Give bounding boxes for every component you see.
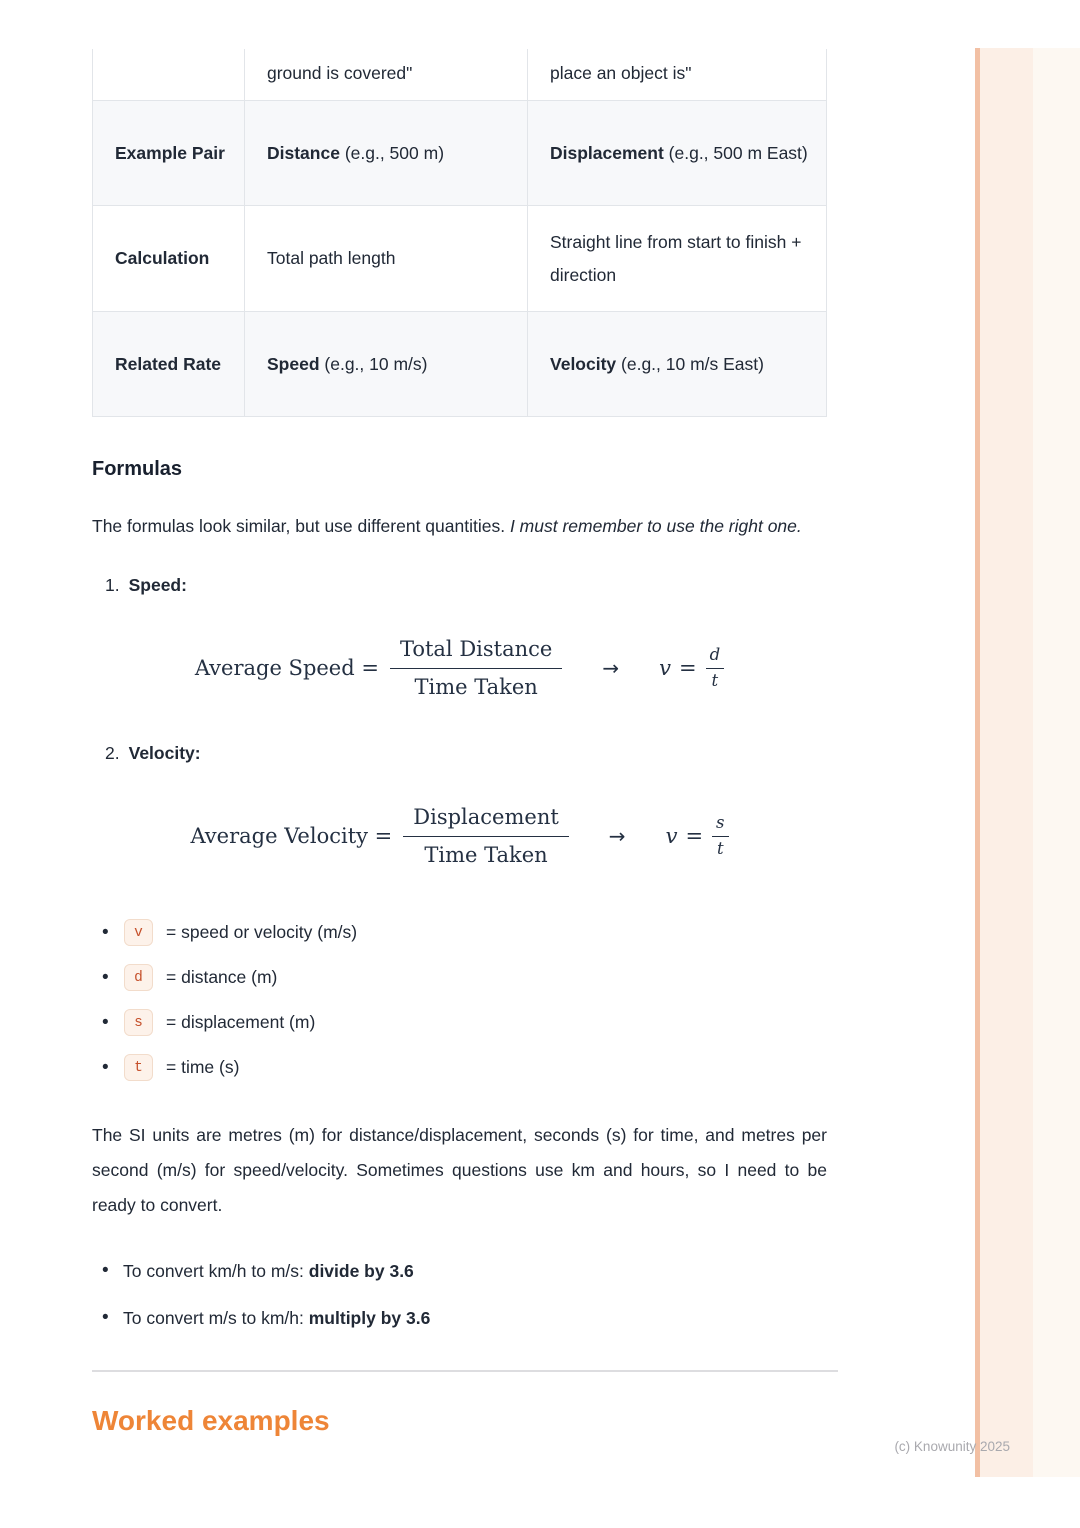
table-cell-term [93, 312, 244, 416]
conversion-text [123, 1305, 430, 1331]
table-cell-displacement [527, 101, 826, 205]
list-item-speed [92, 575, 827, 596]
conversion-text [123, 1258, 414, 1284]
cell-rest-text: (e.g., 500 m East) [663, 142, 808, 163]
page-edge-strip-faint [1033, 48, 1080, 1477]
si-units-paragraph: The SI units are metres (m) for distance/displacement, seconds (s) for time, and metres per second (m/s) for speed/velocity. Sometimes questions use km and hours, so I need to be ready to convert. [92, 1125, 827, 1215]
formulas-heading: Formulas [92, 458, 183, 480]
cell-text [267, 137, 509, 170]
velocity-formula [92, 792, 827, 880]
cell-text: Related Rate [115, 353, 222, 374]
cell-bold-text: Velocity [550, 353, 617, 374]
symbol-meaning: = distance (m) [166, 967, 278, 987]
conversion-bold-text: multiply by 3.6 [308, 1308, 431, 1328]
fraction-numerator: Total Distance [390, 636, 562, 668]
list-item-convert-kmh [92, 1258, 827, 1284]
cell-rest-text: Total path length [267, 248, 396, 268]
list-item [92, 955, 827, 1000]
bullet-icon: • [102, 1307, 109, 1328]
cell-rest-text: (e.g., 10 m/s East) [616, 353, 764, 374]
conversion-normal-text: To convert km/h to m/s: [123, 1261, 309, 1281]
table-cell-term [93, 206, 244, 311]
table-cell-term [93, 49, 244, 100]
cell-text: Calculation [115, 248, 210, 268]
symbol-meaning: = speed or velocity (m/s) [166, 922, 358, 942]
cell-text [550, 348, 808, 381]
fraction-numerator: s [712, 814, 728, 837]
copyright-notice: (c) Knowunity 2025 [894, 1439, 1010, 1454]
table-row-example-pair [93, 100, 826, 205]
bullet-icon: • [102, 921, 109, 943]
cell-text [550, 226, 808, 292]
list-item-velocity [92, 743, 827, 764]
table-row-clipped [93, 49, 826, 100]
fraction-denominator: t [716, 838, 724, 858]
cell-rest-text: Straight line from start to finish + direction [550, 231, 802, 285]
formula-small-fraction [706, 646, 725, 691]
fraction-numerator: d [706, 646, 725, 669]
cell-text [267, 242, 509, 275]
list-item-convert-ms [92, 1305, 827, 1331]
symbol-chip-v: v [124, 919, 153, 946]
worked-examples-heading: Worked examples [92, 1404, 330, 1436]
table-cell-displacement [527, 49, 826, 100]
table-row-related-rate [93, 311, 826, 416]
fraction-denominator: t [711, 670, 719, 690]
symbol-chip-d: d [124, 964, 153, 991]
formula-small-fraction [712, 814, 728, 859]
section-divider [92, 1370, 838, 1372]
list-number: 2. [105, 743, 120, 763]
cell-bold-text: Displacement [550, 142, 664, 163]
bullet-icon: • [102, 1260, 109, 1281]
cell-rest-text: (e.g., 10 m/s) [319, 353, 428, 374]
formula-fraction [390, 636, 562, 700]
table-cell-displacement [527, 312, 826, 416]
list-item [92, 1045, 827, 1090]
cell-text: Example Pair [115, 142, 225, 163]
cell-rest-text: (e.g., 500 m) [339, 142, 445, 163]
cell-text [267, 348, 509, 381]
fraction-denominator: Time Taken [414, 674, 538, 699]
comparison-table [92, 49, 827, 417]
cell-text: ground is covered" [267, 63, 413, 83]
symbol-meaning: = displacement (m) [166, 1012, 316, 1032]
arrow-icon: → [608, 824, 626, 848]
cell-text: place an object is" [550, 63, 692, 83]
bullet-icon: • [102, 966, 109, 988]
cell-bold-text: Speed [267, 353, 320, 374]
conversion-bold-text: divide by 3.6 [308, 1261, 414, 1281]
table-row-calculation [93, 205, 826, 311]
table-cell-distance [244, 206, 527, 311]
formulas-intro-paragraph [92, 509, 827, 544]
conversion-normal-text: To convert m/s to km/h: [123, 1308, 309, 1328]
fraction-numerator: Displacement [403, 804, 569, 836]
cell-bold-text: Distance [267, 142, 340, 163]
table-cell-distance [244, 49, 527, 100]
table-cell-distance [244, 101, 527, 205]
speed-formula [92, 624, 827, 712]
arrow-icon: → [602, 656, 620, 680]
intro-italic-text: I must remember to use the right one. [509, 516, 802, 536]
formula-equals: = [685, 824, 704, 848]
list-label: Speed: [128, 575, 187, 595]
formula-variable: v [665, 824, 678, 848]
symbol-meaning: = time (s) [166, 1057, 240, 1077]
formula-lhs: Average Speed = [194, 656, 379, 680]
formula-fraction [403, 804, 569, 868]
list-item [92, 1000, 827, 1045]
symbol-definitions-list [92, 910, 827, 1090]
formula-equals: = [678, 656, 697, 680]
list-label: Velocity: [128, 743, 201, 763]
page-edge-strip-band [980, 48, 1033, 1477]
table-cell-term [93, 101, 244, 205]
table-cell-distance [244, 312, 527, 416]
intro-normal-text: The formulas look similar, but use different quantities. [92, 516, 510, 536]
symbol-chip-s: s [124, 1009, 153, 1036]
symbol-chip-t: t [124, 1054, 153, 1081]
page-edge-strip [975, 48, 1080, 1477]
list-number: 1. [105, 575, 120, 595]
bullet-icon: • [102, 1011, 109, 1033]
table-cell-displacement [527, 206, 826, 311]
bullet-icon: • [102, 1056, 109, 1078]
list-item [92, 910, 827, 955]
fraction-denominator: Time Taken [424, 842, 548, 867]
formula-lhs: Average Velocity = [190, 824, 393, 848]
cell-text [550, 137, 808, 170]
document-page [92, 0, 827, 1437]
formula-variable: v [659, 656, 671, 680]
